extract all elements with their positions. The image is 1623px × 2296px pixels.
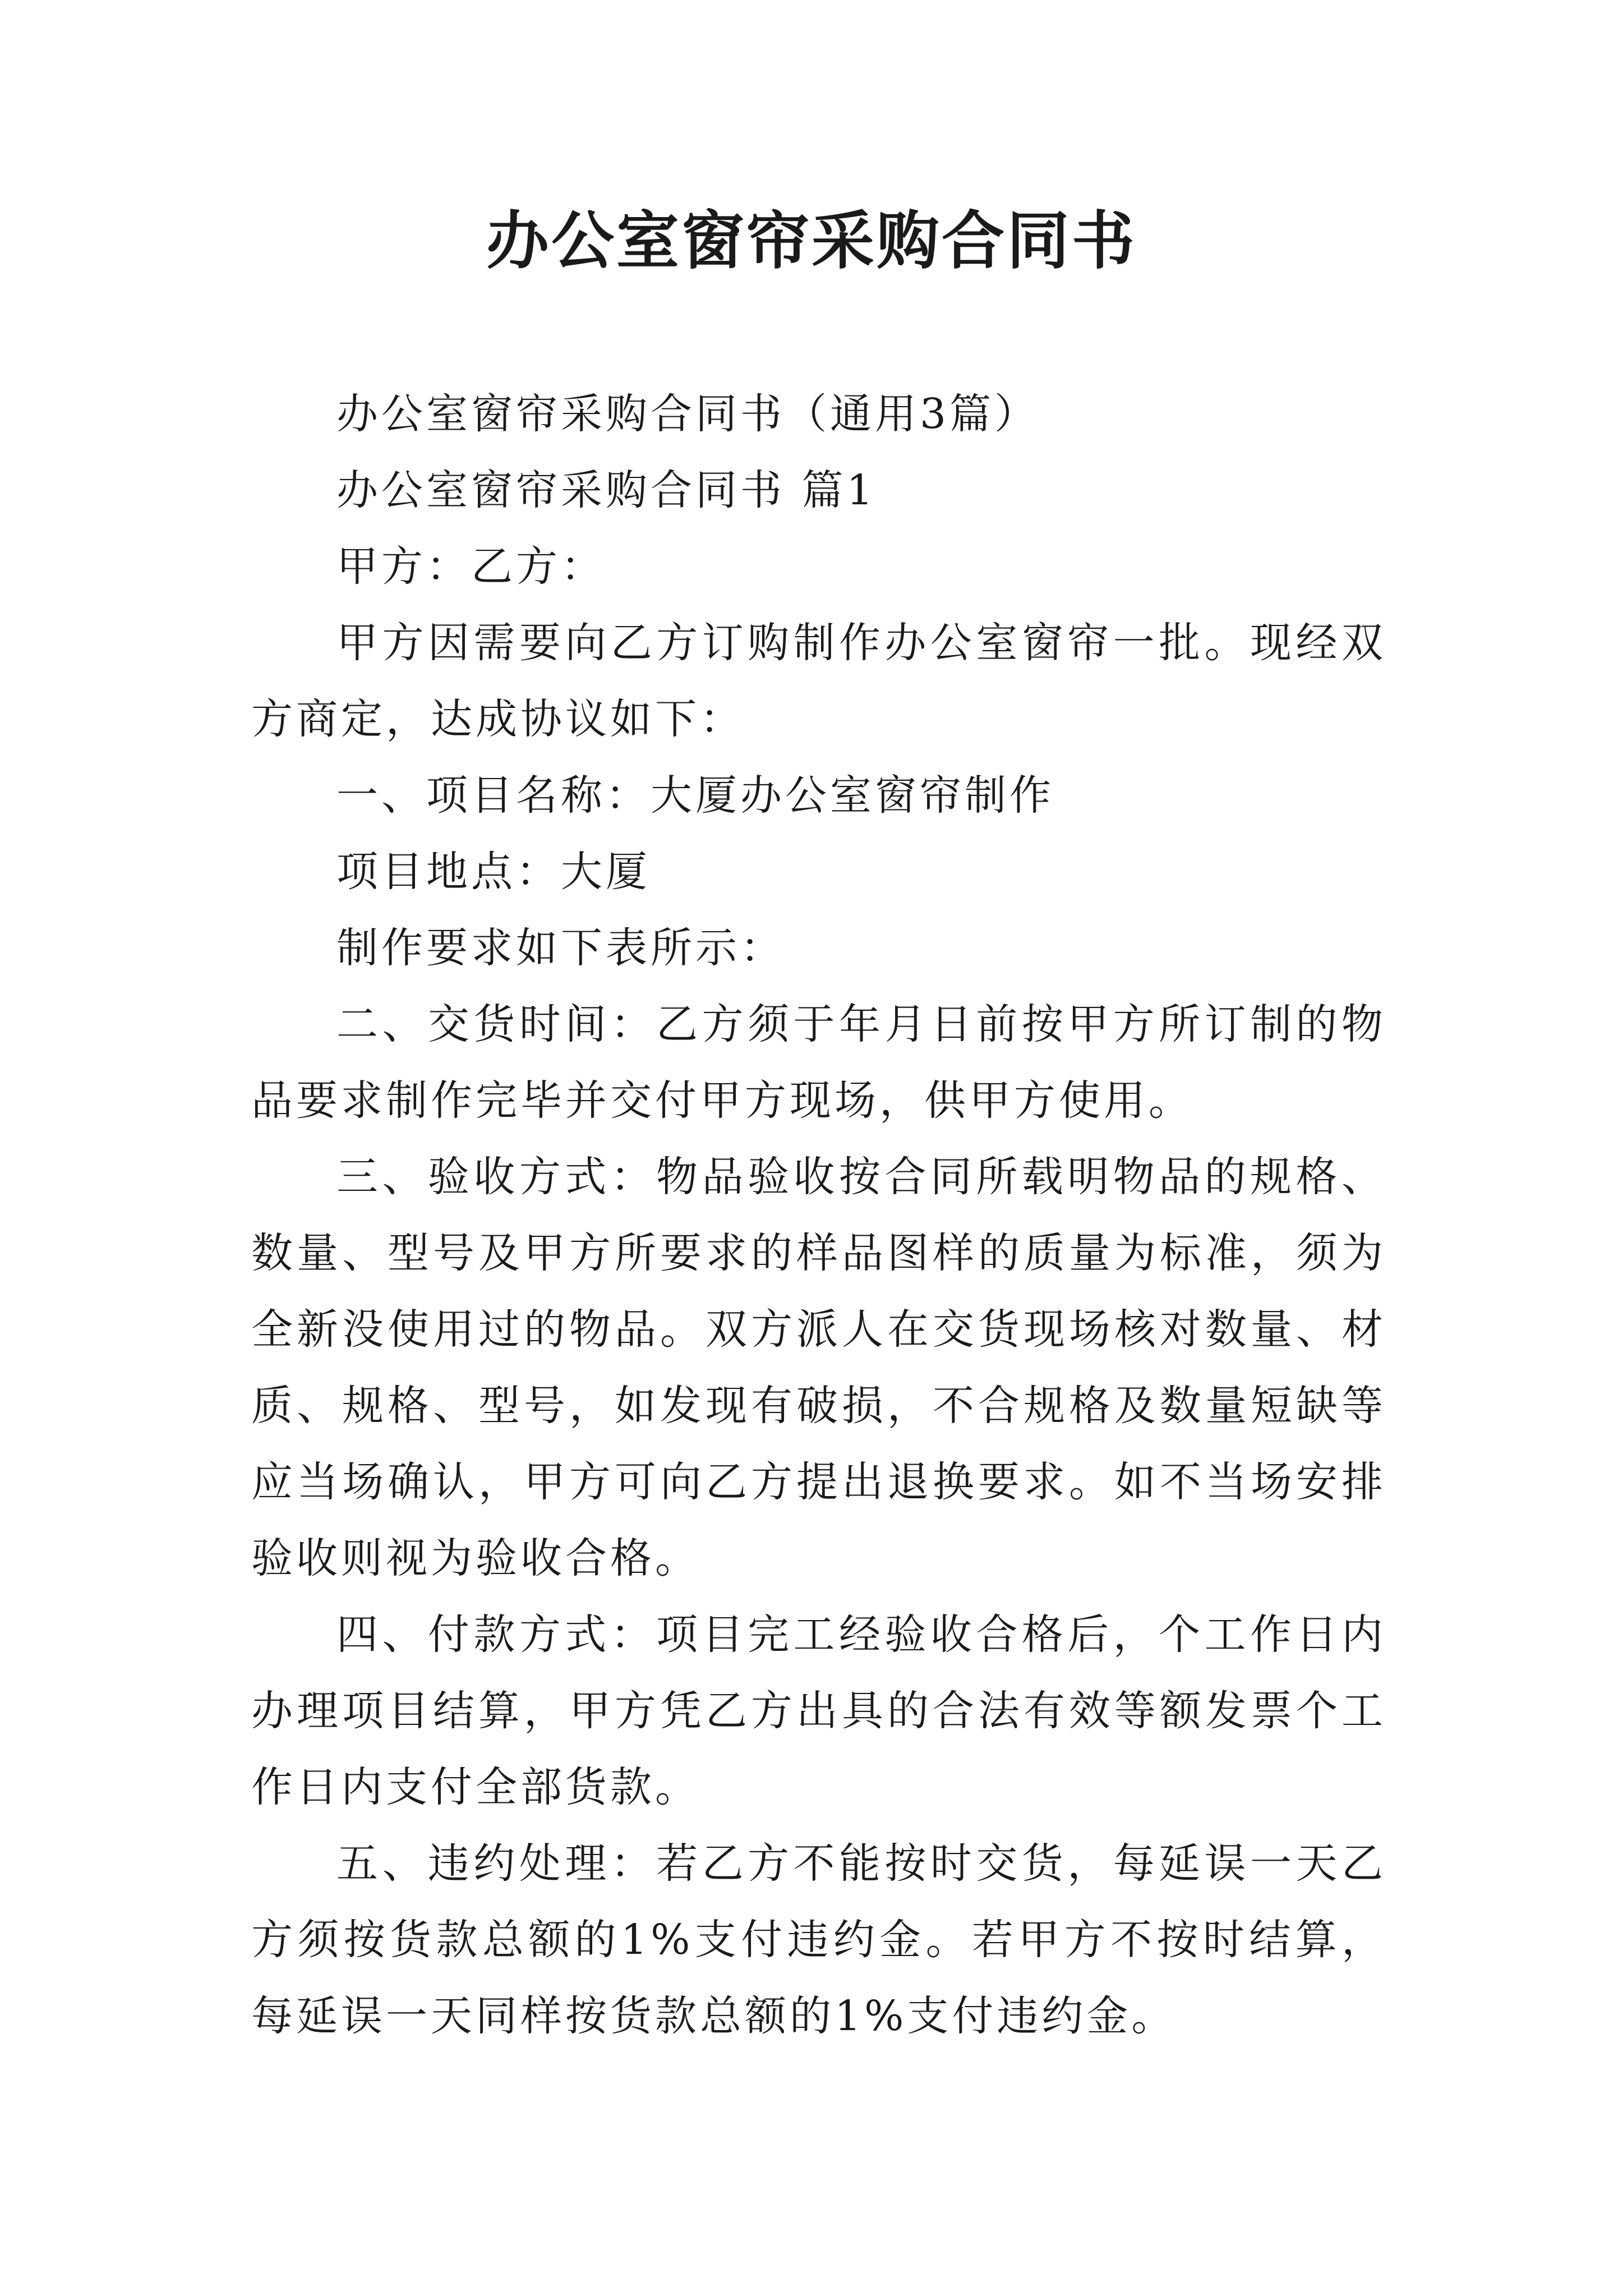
paragraph-project-location: 项目地点：大厦 bbox=[336, 848, 651, 896]
paragraph-requirements: 制作要求如下表所示： bbox=[336, 924, 785, 972]
paragraph-delivery-time: 二、交货时间：乙方须于年月日前按甲方所订制的物品要求制作完毕并交付甲方现场，供甲方使用。 bbox=[251, 1000, 1386, 1125]
paragraph-project-name: 一、项目名称：大厦办公室窗帘制作 bbox=[336, 771, 1054, 820]
paragraph-parties: 甲方：乙方： bbox=[336, 542, 606, 591]
paragraph-section-heading: 办公室窗帘采购合同书 篇1 bbox=[336, 466, 877, 514]
document-body bbox=[251, 376, 1386, 2054]
paragraph-subtitle: 办公室窗帘采购合同书（通用3篇） bbox=[336, 390, 1040, 438]
document-title: 办公室窗帘采购合同书 bbox=[486, 204, 1137, 278]
paragraph-payment: 四、付款方式：项目完工经验收合格后，个工作日内办理项目结算，甲方凭乙方出具的合法有效等额发票个工作日内支付全部货款。 bbox=[251, 1611, 1386, 1811]
paragraph-preamble: 甲方因需要向乙方订购制作办公室窗帘一批。现经双方商定，达成协议如下： bbox=[251, 619, 1386, 743]
paragraph-breach: 五、违约处理：若乙方不能按时交货，每延误一天乙方须按货款总额的1%支付违约金。若甲方不按时结算，每延误一天同样按货款总额的1%支付违约金。 bbox=[251, 1839, 1386, 2040]
paragraph-acceptance: 三、验收方式：物品验收按合同所载明物品的规格、数量、型号及甲方所要求的样品图样的质量为标准，须为全新没使用过的物品。双方派人在交货现场核对数量、材质、规格、型号，如发现有破损，不合规格及数量短缺等应当场确认，甲方可向乙方提出退换要求。如不当场安排验收则视为验收合格。 bbox=[251, 1153, 1386, 1582]
